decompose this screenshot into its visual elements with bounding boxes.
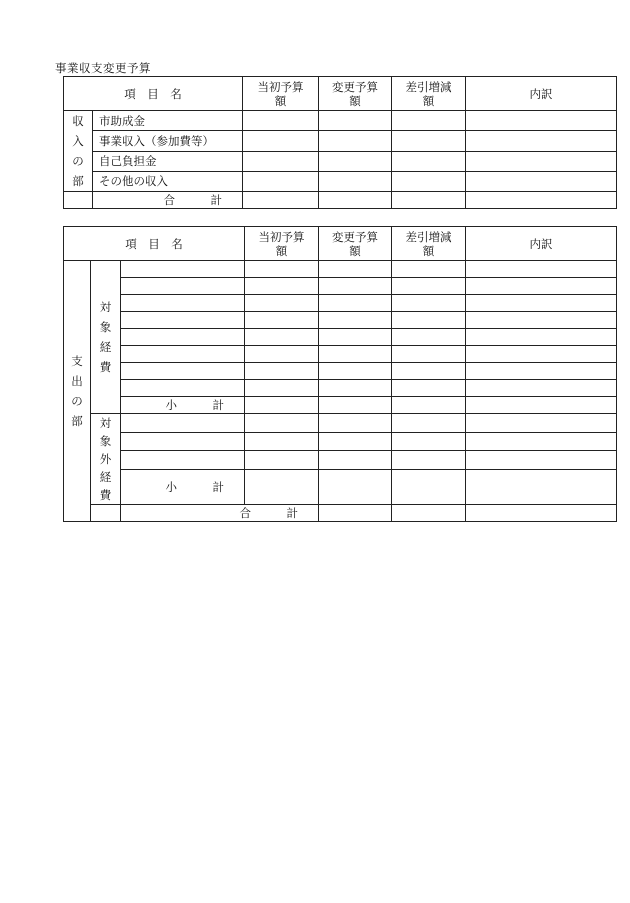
cell[interactable] (392, 432, 466, 451)
cell[interactable] (392, 131, 466, 151)
table-row (64, 312, 617, 329)
income-item: 市助成金 (93, 111, 243, 131)
cell[interactable] (319, 505, 392, 522)
table-row (64, 329, 617, 346)
cell[interactable] (245, 312, 319, 329)
cell[interactable] (466, 397, 617, 414)
cell[interactable] (466, 469, 617, 504)
cell[interactable] (319, 397, 392, 414)
cell[interactable] (392, 469, 466, 504)
table-row (64, 131, 617, 151)
cell[interactable] (319, 295, 392, 312)
cell[interactable] (392, 414, 466, 433)
cell[interactable] (319, 278, 392, 295)
table-row (64, 171, 617, 191)
cell[interactable] (392, 192, 466, 209)
cell[interactable] (392, 329, 466, 346)
cell[interactable] (121, 414, 245, 433)
cell[interactable] (245, 278, 319, 295)
header-original-budget: 当初予算 額 (243, 77, 319, 111)
income-item: 事業収入（参加費等） (93, 131, 243, 151)
nontarget-subtotal-label: 小 計 (121, 469, 245, 504)
cell[interactable] (245, 295, 319, 312)
cell[interactable] (319, 111, 392, 131)
cell[interactable] (243, 192, 319, 209)
header-breakdown: 内訳 (466, 227, 617, 261)
cell[interactable] (245, 363, 319, 380)
cell[interactable] (392, 397, 466, 414)
cell[interactable] (392, 346, 466, 363)
nontarget-expense-label: 対 象 外 経 費 (91, 414, 121, 505)
cell[interactable] (466, 346, 617, 363)
cell[interactable] (392, 451, 466, 470)
table-row (64, 278, 617, 295)
header-breakdown: 内訳 (466, 77, 617, 111)
cell[interactable] (466, 192, 617, 209)
cell[interactable] (392, 363, 466, 380)
cell[interactable] (243, 151, 319, 171)
cell[interactable] (319, 451, 392, 470)
income-item: 自己負担金 (93, 151, 243, 171)
cell[interactable] (466, 432, 617, 451)
header-revised-budget: 変更予算 額 (319, 77, 392, 111)
cell[interactable] (245, 414, 319, 433)
cell[interactable] (466, 451, 617, 470)
cell[interactable] (466, 171, 617, 191)
cell[interactable] (466, 111, 617, 131)
cell[interactable] (392, 151, 466, 171)
expense-table (63, 226, 617, 522)
cell[interactable] (466, 295, 617, 312)
cell[interactable] (466, 131, 617, 151)
target-subtotal-row (64, 397, 617, 414)
cell[interactable] (466, 380, 617, 397)
cell[interactable] (243, 131, 319, 151)
income-table (63, 76, 617, 209)
cell[interactable] (466, 363, 617, 380)
cell[interactable] (319, 329, 392, 346)
cell[interactable] (466, 414, 617, 433)
cell[interactable] (319, 346, 392, 363)
blank-cell (91, 505, 121, 522)
cell[interactable] (319, 469, 392, 504)
header-difference: 差引増減 額 (392, 77, 466, 111)
table-row (64, 380, 617, 397)
income-total-label: 合 計 (93, 192, 243, 209)
cell[interactable] (466, 312, 617, 329)
cell[interactable] (392, 505, 466, 522)
table-row (64, 261, 617, 278)
cell[interactable] (466, 278, 617, 295)
cell[interactable] (392, 295, 466, 312)
target-subtotal-label: 小 計 (121, 397, 245, 414)
cell[interactable] (319, 380, 392, 397)
table-row (64, 151, 617, 171)
income-total-row (64, 192, 617, 209)
cell[interactable] (319, 414, 392, 433)
income-section-label: 収 入 の 部 (64, 111, 93, 192)
expense-total-label: 合 計 (121, 505, 319, 522)
cell[interactable] (121, 432, 245, 451)
cell[interactable] (466, 329, 617, 346)
cell[interactable] (245, 329, 319, 346)
cell[interactable] (243, 111, 319, 131)
table-row (64, 363, 617, 380)
cell[interactable] (392, 111, 466, 131)
cell[interactable] (121, 380, 245, 397)
cell[interactable] (392, 171, 466, 191)
header-item-name: 項 目 名 (64, 227, 245, 261)
expense-total-row (64, 505, 617, 522)
cell[interactable] (245, 261, 319, 278)
expense-header-row (64, 227, 617, 261)
cell[interactable] (243, 171, 319, 191)
table-row (64, 346, 617, 363)
cell[interactable] (121, 346, 245, 363)
page-title: 事業収支変更予算 (55, 61, 151, 75)
cell[interactable] (319, 192, 392, 209)
cell[interactable] (245, 380, 319, 397)
cell[interactable] (121, 451, 245, 470)
cell[interactable] (392, 278, 466, 295)
cell[interactable] (466, 151, 617, 171)
table-row (64, 111, 617, 131)
cell[interactable] (245, 469, 319, 504)
cell[interactable] (392, 380, 466, 397)
table-row (64, 432, 617, 451)
cell[interactable] (466, 261, 617, 278)
table-row (64, 295, 617, 312)
cell[interactable] (245, 397, 319, 414)
cell[interactable] (392, 312, 466, 329)
cell[interactable] (319, 151, 392, 171)
income-item: その他の収入 (93, 171, 243, 191)
cell[interactable] (121, 278, 245, 295)
cell[interactable] (245, 451, 319, 470)
cell[interactable] (121, 312, 245, 329)
target-expense-label: 対 象 経 費 (91, 261, 121, 414)
cell[interactable] (319, 432, 392, 451)
cell[interactable] (121, 363, 245, 380)
cell[interactable] (392, 261, 466, 278)
income-header-row (64, 77, 617, 111)
cell[interactable] (121, 261, 245, 278)
cell[interactable] (319, 131, 392, 151)
expense-section-label: 支 出 の 部 (64, 261, 91, 522)
cell[interactable] (319, 171, 392, 191)
cell[interactable] (245, 346, 319, 363)
cell[interactable] (245, 432, 319, 451)
cell[interactable] (466, 505, 617, 522)
blank-cell (64, 192, 93, 209)
nontarget-subtotal-row (64, 469, 617, 504)
table-row (64, 414, 617, 433)
cell[interactable] (121, 329, 245, 346)
cell[interactable] (121, 295, 245, 312)
cell[interactable] (319, 312, 392, 329)
table-row (64, 451, 617, 470)
cell[interactable] (319, 363, 392, 380)
header-original-budget: 当初予算 額 (245, 227, 319, 261)
header-item-name: 項 目 名 (64, 77, 243, 111)
header-revised-budget: 変更予算 額 (319, 227, 392, 261)
header-difference: 差引増減 額 (392, 227, 466, 261)
cell[interactable] (319, 261, 392, 278)
